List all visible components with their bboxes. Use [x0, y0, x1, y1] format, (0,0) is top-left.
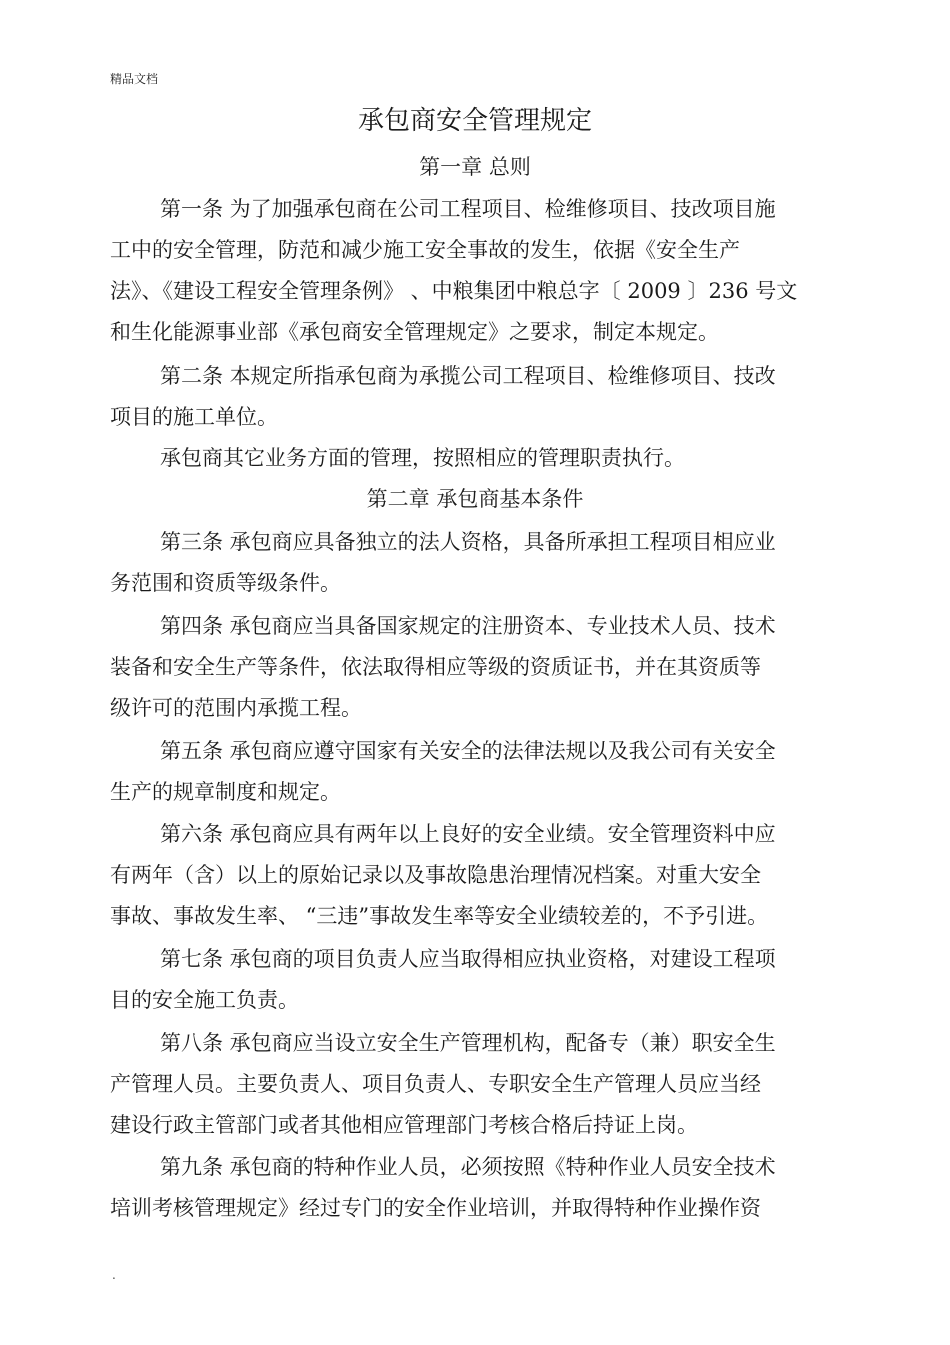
paragraph-line: 第一条 为了加强承包商在公司工程项目、检维修项目、技改项目施	[160, 197, 776, 221]
paragraph-line: 装备和安全生产等条件，依法取得相应等级的资质证书，并在其资质等	[110, 655, 761, 679]
paragraph-line: 目的安全施工负责。	[110, 988, 299, 1012]
chapter-heading: 第一章 总则	[419, 155, 531, 179]
paragraph-line: 和生化能源事业部《承包商安全管理规定》之要求，制定本规定。	[110, 320, 719, 344]
paragraph-line: 第九条 承包商的特种作业人员，必须按照《特种作业人员安全技术	[160, 1155, 776, 1179]
paragraph-line: 产管理人员。主要负责人、项目负责人、专职安全生产管理人员应当经	[110, 1072, 761, 1096]
chapter-heading: 第二章 承包商基本条件	[366, 487, 584, 511]
paragraph-line: 第四条 承包商应当具备国家规定的注册资本、专业技术人员、技术	[160, 614, 776, 638]
paragraph-line: 有两年（含）以上的原始记录以及事故隐患治理情况档案。对重大安全	[110, 863, 761, 887]
paragraph-line: 生产的规章制度和规定。	[110, 780, 341, 804]
paragraph-line: 培训考核管理规定》经过专门的安全作业培训，并取得特种作业操作资	[110, 1196, 761, 1220]
paragraph-line: 级许可的范围内承揽工程。	[110, 696, 362, 720]
paragraph-line: 第六条 承包商应具有两年以上良好的安全业绩。安全管理资料中应	[160, 822, 776, 846]
document-title: 承包商安全管理规定	[357, 106, 592, 136]
paragraph-line: 承包商其它业务方面的管理，按照相应的管理职责执行。	[160, 446, 685, 470]
paragraph-line: 第八条 承包商应当设立安全生产管理机构，配备专（兼）职安全生	[160, 1031, 776, 1055]
header-label: 精品文档	[110, 72, 159, 86]
paragraph-line: 工中的安全管理，防范和减少施工安全事故的发生，依据《安全生产	[110, 238, 740, 262]
paragraph-line: 第七条 承包商的项目负责人应当取得相应执业资格，对建设工程项	[160, 947, 776, 971]
paragraph-line: 事故、事故发生率、 “三违”事故发生率等安全业绩较差的，不予引进。	[110, 904, 769, 928]
paragraph-line: 第三条 承包商应具备独立的法人资格，具备所承担工程项目相应业	[160, 530, 776, 554]
paragraph-line: 第二条 本规定所指承包商为承揽公司工程项目、检维修项目、技改	[160, 364, 776, 388]
paragraph-line: 项目的施工单位。	[110, 405, 278, 429]
paragraph-line: 第五条 承包商应遵守国家有关安全的法律法规以及我公司有关安全	[160, 739, 776, 763]
paragraph-line: 务范围和资质等级条件。	[110, 571, 341, 595]
paragraph-line: 法》、《建设工程安全管理条例》 、中粮集团中粮总字〔 2009 〕236 号文	[110, 279, 798, 303]
paragraph-line: 建设行政主管部门或者其他相应管理部门考核合格后持证上岗。	[110, 1113, 698, 1137]
footer-mark: .	[112, 1268, 116, 1282]
